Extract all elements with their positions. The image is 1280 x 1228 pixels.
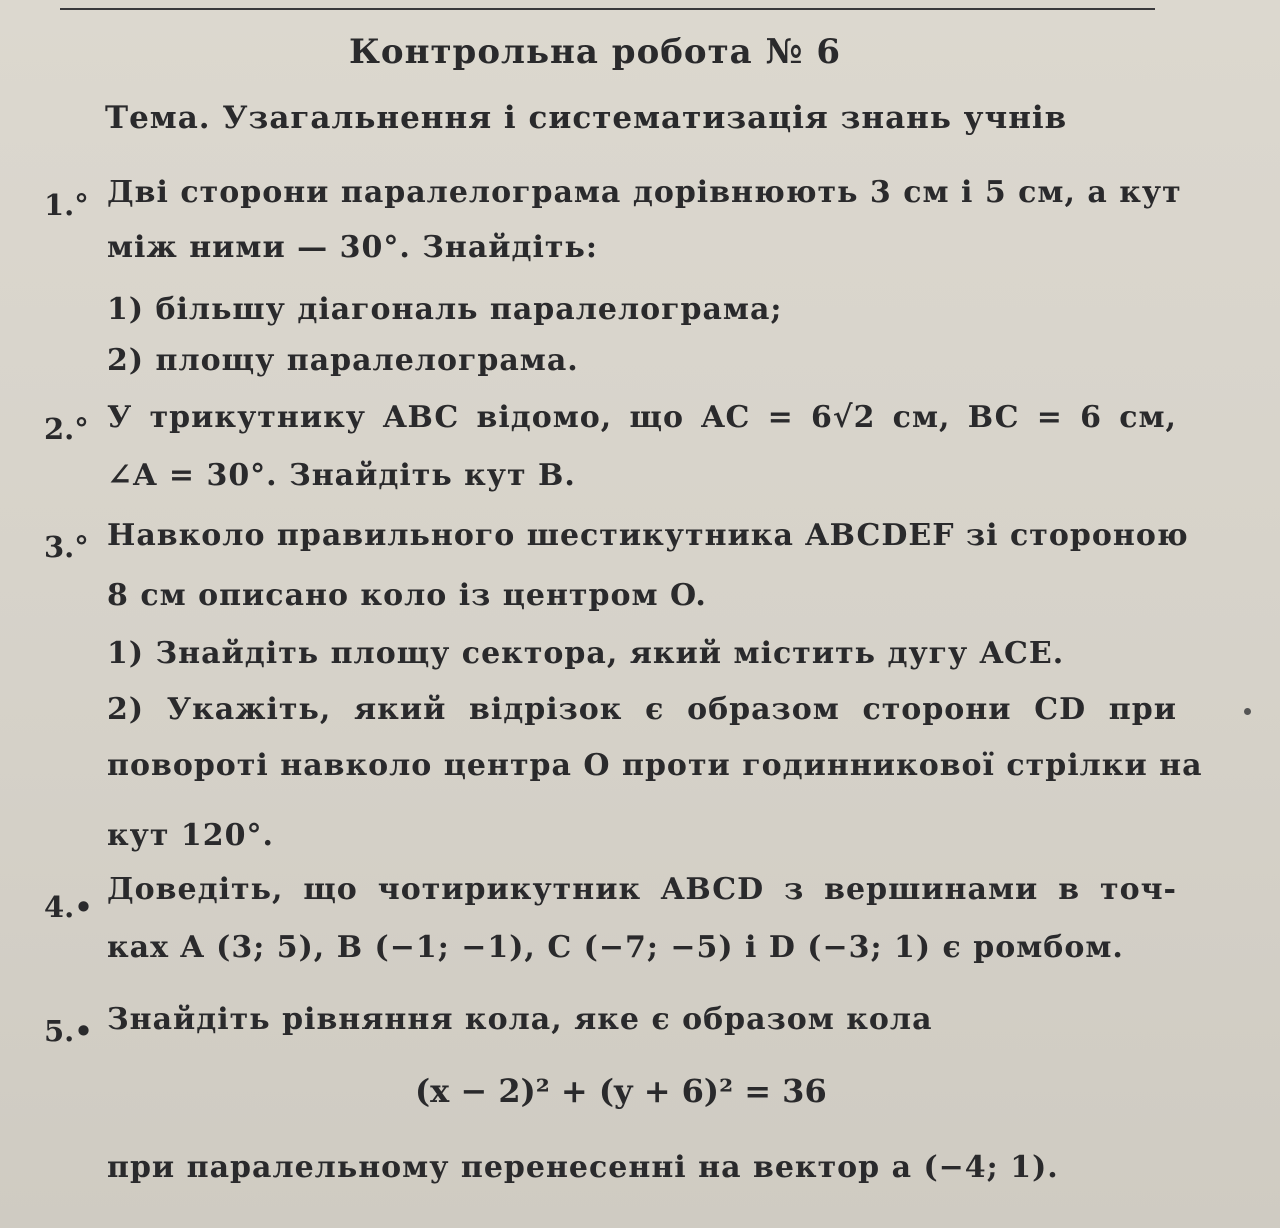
problem-5-number: 5.• [44, 1014, 93, 1048]
problem-2-line-2: ∠A = 30°. Знайдіть кут B. [107, 458, 576, 493]
problem-3-line-5: повороті навколо центра O проти годинникової стрілки на [107, 748, 1203, 783]
problem-3-number: 3.° [44, 530, 89, 564]
problem-1-line-1: Дві сторони паралелограма дорівнюють 3 см і 5 см, а кут [107, 175, 1182, 210]
problem-3-item-2: 2) Укажіть, який відрізок є образом сторони CD при [107, 692, 1177, 727]
problem-2-number: 2.° [44, 412, 89, 446]
ink-dot [1244, 708, 1251, 715]
problem-1-item-2: 2) площу паралелограма. [107, 343, 579, 378]
page-subtitle: Тема. Узагальнення і систематизація знань учнів [105, 100, 1068, 136]
problem-5-line-1: Знайдіть рівняння кола, яке є образом кола [107, 1002, 933, 1037]
problem-4-number: 4.• [44, 890, 93, 924]
problem-2-line-1: У трикутнику ABC відомо, що AC = 6√2 см, BC = 6 см, [107, 400, 1177, 435]
problem-1-number: 1.° [44, 188, 89, 222]
problem-5-line-3: при паралельному перенесенні на вектор a (−4; 1). [107, 1150, 1059, 1185]
top-rule [60, 8, 1155, 10]
problem-1-item-1: 1) більшу діагональ паралелограма; [107, 292, 783, 327]
problem-3-line-1: Навколо правильного шестикутника ABCDEF зі стороною [107, 518, 1189, 553]
page-title: Контрольна робота № 6 [348, 32, 841, 72]
problem-4-line-1: Доведіть, що чотирикутник ABCD з вершинами в точ- [107, 872, 1177, 907]
problem-3-line-6: кут 120°. [107, 818, 274, 853]
problem-4-line-2: ках A (3; 5), B (−1; −1), C (−7; −5) і D (−3; 1) є ромбом. [107, 930, 1124, 965]
problem-3-line-2: 8 см описано коло із центром O. [107, 578, 707, 613]
problem-3-item-1: 1) Знайдіть площу сектора, який містить дугу ACE. [107, 636, 1065, 671]
circle-equation: (x − 2)² + (y + 6)² = 36 [415, 1072, 827, 1110]
problem-1-line-2: між ними — 30°. Знайдіть: [107, 230, 598, 265]
